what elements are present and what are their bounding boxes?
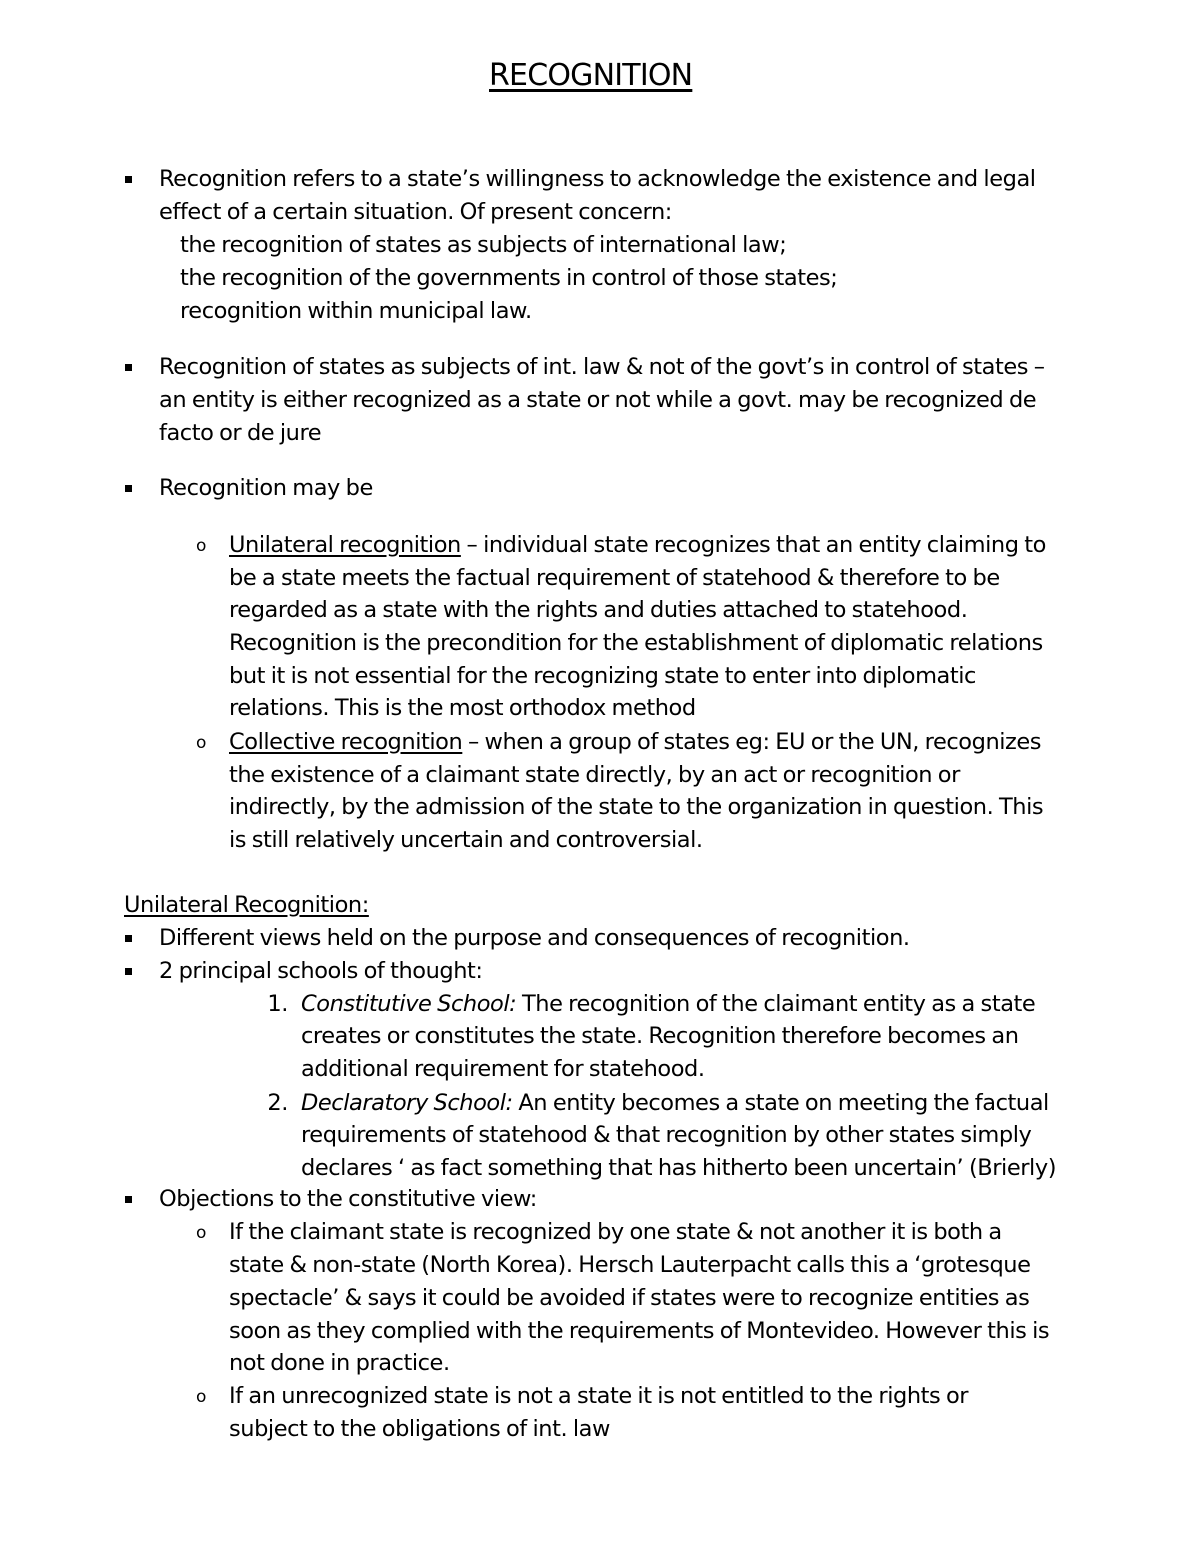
bullet1-sub1: the recognition of states as subjects of international law; <box>180 232 787 258</box>
objection1-line3: spectacle’ & says it could be avoided if states were to recognize entities as <box>229 1285 1030 1311</box>
unilateral-first-rest: – individual state recognizes that an entity claiming to <box>460 532 1046 558</box>
bullet1-line1: Recognition refers to a state’s willingness to acknowledge the existence and legal <box>159 166 1036 192</box>
unilateral-line5: but it is not essential for the recognizing state to enter into diplomatic <box>229 663 976 689</box>
bullet3-text: Recognition may be <box>159 475 373 501</box>
declaratory-first-rest: An entity becomes a state on meeting the factual <box>512 1090 1049 1116</box>
square-bullet-icon <box>125 176 132 183</box>
bullet2-line3: facto or de jure <box>159 420 322 446</box>
collective-term: Collective recognition <box>229 729 463 755</box>
declaratory-line2: requirements of statehood & that recognition by other states simply <box>301 1122 1032 1148</box>
declaratory-term: Declaratory School: <box>301 1090 513 1116</box>
section-heading: Unilateral Recognition: <box>124 892 369 918</box>
constitutive-number: 1. <box>267 991 288 1017</box>
objection1-line2: state & non-state (North Korea). Hersch Lauterpacht calls this a ‘grotesque <box>229 1252 1031 1278</box>
collective-line1 <box>229 726 1041 759</box>
bullet2-line1: Recognition of states as subjects of int. law & not of the govt’s in control of states – <box>159 354 1045 380</box>
circle-bullet-icon: o <box>196 1223 206 1243</box>
circle-bullet-icon: o <box>196 1387 206 1407</box>
objections-heading: Objections to the constitutive view: <box>159 1186 537 1212</box>
constitutive-term: Constitutive School: <box>301 991 517 1017</box>
unilateral-line2: be a state meets the factual requirement of statehood & therefore to be <box>229 565 1000 591</box>
views-text: Different views held on the purpose and consequences of recognition. <box>159 925 910 951</box>
collective-line2: the existence of a claimant state directly, by an act or recognition or <box>229 762 960 788</box>
objection1-line1: If the claimant state is recognized by one state & not another it is both a <box>229 1219 1002 1245</box>
circle-bullet-icon: o <box>196 536 206 556</box>
constitutive-line1 <box>301 988 1035 1021</box>
square-bullet-icon <box>125 364 132 371</box>
objection2-line2: subject to the obligations of int. law <box>229 1416 610 1442</box>
objection2-line1: If an unrecognized state is not a state it is not entitled to the rights or <box>229 1383 969 1409</box>
collective-line4: is still relatively uncertain and controversial. <box>229 827 703 853</box>
bullet1-sub3: recognition within municipal law. <box>180 298 532 324</box>
square-bullet-icon <box>125 485 132 492</box>
collective-line3: indirectly, by the admission of the state to the organization in question. This <box>229 794 1044 820</box>
constitutive-first-rest: The recognition of the claimant entity as a state <box>516 991 1036 1017</box>
square-bullet-icon <box>125 1196 132 1203</box>
unilateral-line3: regarded as a state with the rights and duties attached to statehood. <box>229 597 968 623</box>
declaratory-line1 <box>301 1087 1049 1120</box>
bullet1-sub2: the recognition of the governments in control of those states; <box>180 265 838 291</box>
bullet2-line2: an entity is either recognized as a state or not while a govt. may be recognized de <box>159 387 1037 413</box>
objection1-line4: soon as they complied with the requirements of Montevideo. However this is <box>229 1318 1050 1344</box>
unilateral-line6: relations. This is the most orthodox method <box>229 695 696 721</box>
declaratory-number: 2. <box>267 1090 288 1116</box>
square-bullet-icon <box>125 968 132 975</box>
schools-text: 2 principal schools of thought: <box>159 958 483 984</box>
objection1-line5: not done in practice. <box>229 1350 450 1376</box>
constitutive-line2: creates or constitutes the state. Recognition therefore becomes an <box>301 1023 1019 1049</box>
circle-bullet-icon: o <box>196 733 206 753</box>
bullet1-line2: effect of a certain situation. Of present concern: <box>159 199 672 225</box>
declaratory-line3: declares ‘ as fact something that has hitherto been uncertain’ (Brierly) <box>301 1155 1057 1181</box>
page-title: RECOGNITION <box>489 58 693 93</box>
unilateral-line1 <box>229 529 1046 562</box>
constitutive-line3: additional requirement for statehood. <box>301 1056 705 1082</box>
square-bullet-icon <box>125 935 132 942</box>
collective-first-rest: – when a group of states eg: EU or the UN, recognizes <box>462 729 1042 755</box>
unilateral-term: Unilateral recognition <box>229 532 461 558</box>
unilateral-line4: Recognition is the precondition for the establishment of diplomatic relations <box>229 630 1043 656</box>
